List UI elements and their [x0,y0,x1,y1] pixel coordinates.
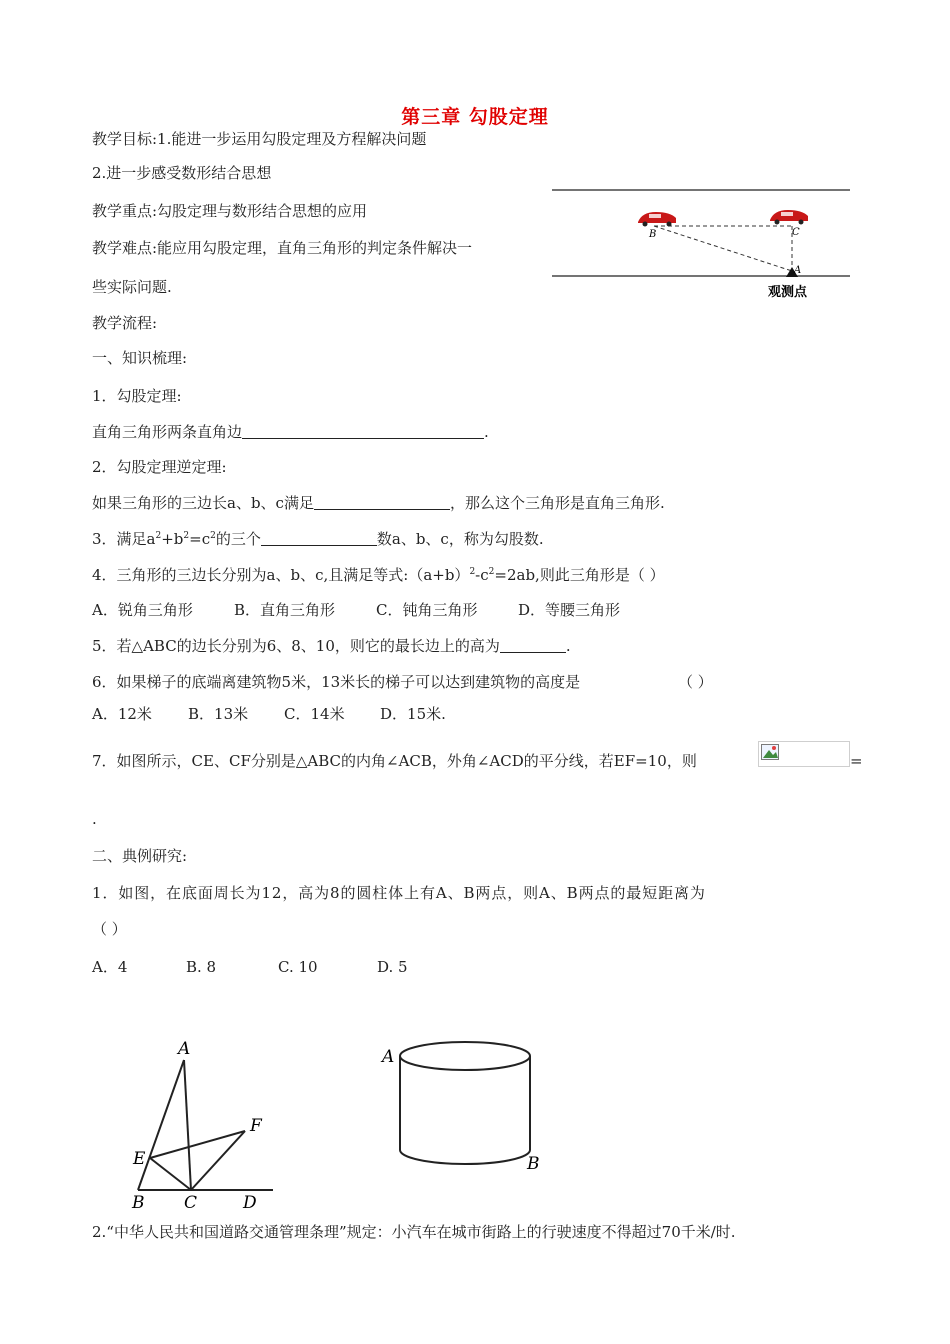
page-title: 第三章 勾股定理 [401,106,549,128]
teaching-goal-2: 2.进一步感受数形结合思想 [92,164,272,182]
q7-equals: = [850,752,863,770]
example-1-paren: （ ） [92,920,127,938]
cylinder-top [400,1042,530,1070]
q6-option-d[interactable]: D．15米. [380,705,446,723]
q6-option-c[interactable]: C．14米 [284,705,345,723]
car-b-icon [638,212,676,227]
q4-option-d[interactable]: D．等腰三角形 [518,601,621,619]
observer-label: 观测点 [768,285,808,300]
q4-option-c[interactable]: C．钝角三角形 [376,601,478,619]
side-ac [184,1060,191,1190]
q3-line: 3．满足$a^2+b^2=c^2$的三个 数a、b、c，称为勾股数. [92,530,544,548]
key-point: 教学重点:勾股定理与数形结合思想的应用 [92,202,368,220]
q7-line: 7．如图所示，CE、CF分别是△ABC的内角∠ACB，外角∠ACD的平分线，若EF=10，则 [92,752,697,770]
cylinder-figure [380,1040,550,1180]
q2-blank[interactable] [314,495,450,510]
cyl-label-a: A [382,1047,395,1067]
dashed-line-ba [654,226,792,271]
tri-label-e: E [133,1149,146,1169]
q5-blank[interactable] [500,638,566,653]
example-2-text: 2.“中华人民共和国道路交通管理条理”规定：小汽车在城市街路上的行驶速度不得超过70千米/时. [92,1223,736,1241]
broken-image-icon [758,741,850,767]
e1-option-a[interactable]: A．4 [92,958,128,976]
image-placeholder-icon [761,744,781,762]
q1-blank[interactable] [242,424,484,439]
example-1-text: 1．如图，在底面周长为12，高为8的圆柱体上有A、B两点，则A、B两点的最短距离为 [92,884,706,902]
q4-option-a[interactable]: A．锐角三角形 [92,601,193,619]
section-1-heading: 一、知识梳理: [92,349,188,367]
car-c-icon [770,210,808,225]
section-2-heading: 二、典例研究: [92,847,188,865]
teaching-process: 教学流程: [92,314,158,332]
cylinder-bottom [400,1150,530,1164]
bisector-cf [191,1131,245,1190]
difficulty-line-1: 教学难点:能应用勾股定理，直角三角形的判定条件解决一 [92,239,473,257]
q3-blank[interactable] [261,531,377,546]
bisector-ce [150,1158,191,1190]
q1-line: 直角三角形两条直角边 . [92,423,489,441]
tri-label-c: C [184,1193,198,1213]
q6-line: 6．如果梯子的底端离建筑物5米，13米长的梯子可以达到建筑物的高度是 [92,673,581,691]
e1-option-c[interactable]: C. 10 [278,958,318,976]
q4-line: 4．三角形的三边长分别为a、b、c,且满足等式$:(a+b)^2-c^2=2ab$,则此三角形是（ ） [92,566,665,584]
teaching-goal-1: 教学目标:1.能进一步运用勾股定理及方程解决问题 [92,130,427,148]
q4-option-b[interactable]: B．直角三角形 [234,601,336,619]
q6-option-b[interactable]: B．13米 [188,705,249,723]
q6-paren: （ ） [678,673,713,691]
side-ba [138,1060,184,1190]
q2-label: 2．勾股定理逆定理: [92,458,227,476]
road-figure [552,185,852,305]
q6-option-a[interactable]: A．12米 [92,705,152,723]
tri-label-a: A [178,1039,191,1059]
q7-end: . [92,810,97,828]
label-b: B [649,229,657,240]
label-a: A [794,265,802,276]
q5-line: 5．若△ABC的边长分别为6、8、10，则它的最长边上的高为 . [92,637,571,655]
e1-option-d[interactable]: D. 5 [377,958,408,976]
cyl-label-b: B [527,1154,540,1174]
label-c: C [792,227,800,238]
q1-label: 1．勾股定理: [92,387,182,405]
difficulty-line-2: 些实际问题. [92,278,172,296]
segment-ef [150,1131,245,1158]
tri-label-d: D [243,1193,257,1213]
tri-label-f: F [250,1116,262,1136]
tri-label-b: B [132,1193,145,1213]
e1-option-b[interactable]: B. 8 [186,958,217,976]
triangle-figure [128,1039,288,1213]
q2-line: 如果三角形的三边长a、b、c满足 ，那么这个三角形是直角三角形. [92,494,665,512]
